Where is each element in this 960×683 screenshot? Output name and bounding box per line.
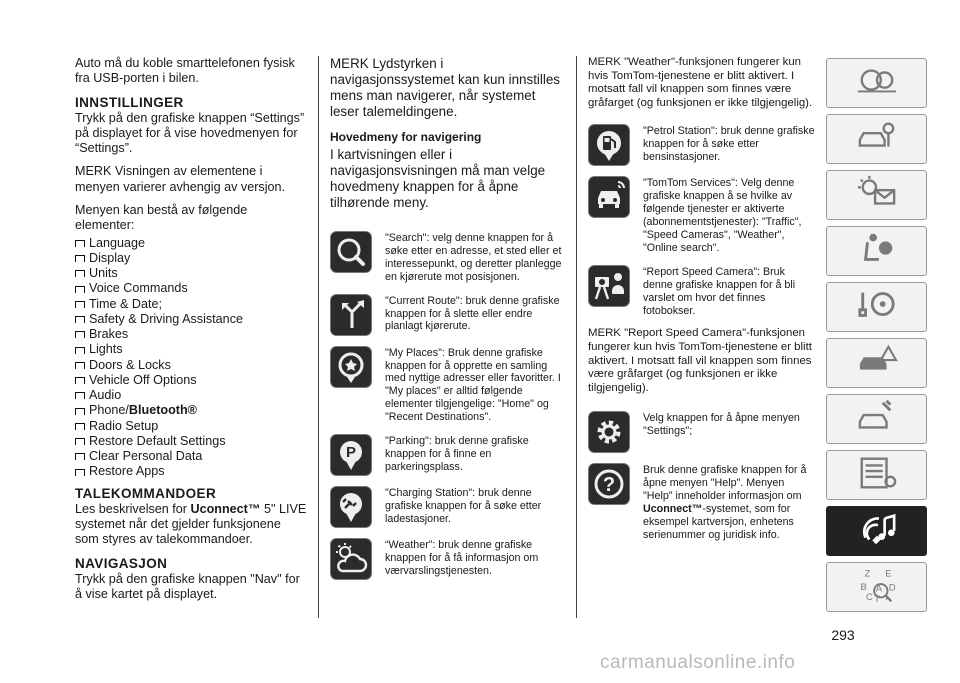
elements-intro: Menyen kan bestå av følgende elementer: [75, 203, 248, 233]
menu-button-description: "TomTom Services": Velg denne grafiske knappen å se hvilke av følgende tjenester er aktiverte (abonnementstjenester): "Traffic", "Speed Cameras", "Weather", "Online search". [643, 177, 802, 254]
heading-hovedmeny: Hovedmeny for navigering [330, 130, 482, 144]
bullet-icon [75, 453, 85, 460]
svg-text:?: ? [602, 474, 616, 497]
maintenance-car-icon [853, 397, 901, 442]
menu-list-item: Brakes [75, 327, 307, 342]
menu-list-item: Audio [75, 388, 307, 403]
innstillinger-text: Trykk på den grafiske knappen “Settings” på displayet for å vise hovedmenyen for “Settings”. [75, 110, 305, 156]
merk-speed-camera: MERK "Report Speed Camera"-funksjonen fungerer kun hvis TomTom-tjenestene er blitt aktivert. I motsatt fall vil knappen som finnes være gråfarget (og funksjonen er ikke tilgjengelig). [588, 327, 812, 394]
menu-list-item: Lights [75, 342, 307, 357]
multimedia-icon [853, 509, 901, 554]
merk-lydstyrke: MERK Lydstyrken i navigasjonssystemet kan kun innstilles mens man navigerer, når systemet leser talemeldingene. [330, 56, 560, 119]
bullet-icon [75, 438, 85, 445]
chapter-tab-technical-data[interactable] [826, 450, 927, 500]
menu-button-description: "Parking": bruk denne grafiske knappen for å finne en parkeringsplass. [385, 435, 529, 473]
menu-button-description: "Petrol Station": bruk denne grafiske knappen for å søke etter bensinstasjoner. [643, 125, 815, 164]
bullet-icon [75, 270, 85, 277]
menu-list-item: Language [75, 236, 307, 251]
menu-list-item: Voice Commands [75, 281, 307, 296]
nav-menu-items-2 [588, 124, 816, 317]
index-icon [853, 565, 901, 610]
chapter-tab-multimedia[interactable] [826, 506, 927, 556]
seat-airbag-icon [853, 229, 901, 274]
chapter-tab-maintenance-car[interactable] [826, 394, 927, 444]
index-letter: B [859, 581, 867, 593]
bullet-icon [75, 377, 85, 384]
menu-button-description: "My Places": Bruk denne grafiske knappen for å opprette en samling med nyttige adresser eller favoritter. I "My places" er alltid følgende elementer tilgjengelige: "Home" og "Recent Destinations". [385, 346, 561, 424]
column-3 [588, 56, 816, 552]
dashboard-icon [853, 61, 901, 106]
tomtom-services-icon [588, 176, 630, 218]
chapter-tab-car-key[interactable] [826, 114, 927, 164]
menu-list-item: Time & Date; [75, 297, 307, 312]
weather-icon [330, 538, 372, 580]
car-key-icon [853, 117, 901, 162]
svg-text:P: P [345, 444, 357, 462]
bullet-icon [75, 362, 85, 369]
steering-wheel-icon [853, 285, 901, 330]
menu-list-item: Display [75, 251, 307, 266]
watermark: carmanualsonline.info [600, 652, 796, 673]
index-letter: C [865, 591, 873, 603]
bullet-icon [75, 469, 85, 476]
bullet-icon [75, 392, 85, 399]
index-letter: E [884, 567, 892, 579]
petrol-station-icon [588, 124, 630, 166]
chapter-tab-warning-lights[interactable] [826, 170, 927, 220]
menu-button-row [330, 346, 562, 424]
index-letter: D [888, 582, 896, 594]
charging-station-icon [330, 486, 372, 528]
menu-button-description: "Search": velg denne knappen for å søke etter en adresse, et sted eller et interessepunkt, og deretter planlegge en kjørerute mot posisjonen. [385, 232, 562, 283]
help-text: Bruk denne grafiske knappen for å åpne menyen "Help". Menyen "Help" inneholder informasjon om Uconnect™-systemet, som for eksempel kartversjon, enhetens serienummer og juridisk info. [643, 464, 807, 541]
bullet-icon [75, 423, 85, 430]
search-icon [330, 231, 372, 273]
page-number: 293 [831, 627, 855, 643]
menu-list-item: Radio Setup [75, 419, 307, 434]
chapter-tab-steering-wheel[interactable] [826, 282, 927, 332]
heading-innstillinger: INNSTILLINGER [75, 94, 184, 110]
column-divider [318, 56, 319, 618]
navigasjon-text: Trykk på den grafiske knappen "Nav" for å vise kartet på displayet. [75, 571, 300, 601]
column-1 [75, 56, 307, 610]
breakdown-car-icon [853, 341, 901, 386]
settings-text: Velg knappen for å åpne menyen "Settings"; [643, 412, 800, 438]
help-row [588, 463, 816, 541]
chapter-tab-seat-airbag[interactable] [826, 226, 927, 276]
parking-icon [330, 434, 372, 476]
bullet-icon [75, 286, 85, 293]
menu-button-row [330, 538, 562, 580]
speed-camera-icon [588, 265, 630, 307]
menu-list-item: Restore Default Settings [75, 434, 307, 449]
menu-list-item: Phone/ Bluetooth® [75, 403, 307, 418]
bullet-icon [75, 316, 85, 323]
index-letter: Z [864, 567, 870, 579]
heading-navigasjon: NAVIGASJON [75, 555, 168, 571]
index-letter: I [884, 591, 888, 603]
menu-list-item: Doors & Locks [75, 358, 307, 373]
settings-icon [588, 411, 630, 453]
merk-weather: MERK "Weather"-funksjonen fungerer kun hvis TomTom-tjenestene er blitt aktivert. I motsatt fall vil knappen som finnes være gråfarget (og funksjonen er ikke tilgjengelig). [588, 56, 813, 109]
bullet-icon [75, 240, 85, 247]
menu-button-description: “Weather”: bruk denne grafiske knappen for å få informasjon om værvarslingstjenesten. [385, 539, 539, 577]
chapter-tabs [826, 58, 927, 618]
heading-talekommandoer: TALEKOMMANDOER [75, 485, 217, 501]
settings-row [588, 411, 816, 453]
chapter-tab-dashboard[interactable] [826, 58, 927, 108]
nav-menu-items [330, 231, 562, 580]
menu-button-description: "Charging Station": bruk denne grafiske knappen for å søke etter ladestasjoner. [385, 487, 542, 525]
menu-button-description: “Report Speed Camera”: Bruk denne grafiske knappen for å bli varslet om hvor det finnes fotobokser. [643, 265, 796, 317]
menu-button-row [330, 294, 562, 336]
column-divider [576, 56, 577, 618]
merk-visning: MERK Visningen av elementene i menyen varierer avhengig av versjon. [75, 164, 286, 194]
my-places-icon [330, 346, 372, 388]
menu-button-row [588, 265, 816, 318]
menu-list-item: Vehicle Off Options [75, 373, 307, 388]
intro-text: Auto må du koble smarttelefonen fysisk fra USB-porten i bilen. [75, 56, 295, 86]
menu-list-item: Safety & Driving Assistance [75, 312, 307, 327]
column-2 [330, 56, 562, 590]
settings-menu-list [75, 236, 307, 480]
current-route-icon [330, 294, 372, 336]
talekommandoer-text: Les beskrivelsen for Uconnect™ 5" LIVE systemet når det gjelder funksjonene som styres av talekommandoer. [75, 501, 307, 547]
index-letter: T [873, 593, 880, 605]
chapter-tab-breakdown-car[interactable] [826, 338, 927, 388]
menu-button-row [330, 231, 562, 284]
bullet-icon [75, 408, 85, 415]
menu-list-item: Restore Apps [75, 464, 307, 479]
warning-lights-icon [853, 173, 901, 218]
help-icon [588, 463, 630, 505]
index-letter: A [875, 583, 882, 595]
menu-list-item: Clear Personal Data [75, 449, 307, 464]
menu-button-row [588, 176, 816, 254]
bullet-icon [75, 347, 85, 354]
menu-button-description: "Current Route": bruk denne grafiske knappen for å slette eller endre planlagt kjørerute. [385, 294, 560, 333]
bullet-icon [75, 301, 85, 308]
menu-button-row [330, 434, 562, 476]
menu-list-item: Units [75, 266, 307, 281]
menu-button-row [588, 124, 816, 166]
chapter-tab-index[interactable] [826, 562, 927, 612]
hovedmeny-intro: I kartvisningen eller i navigasjonsvisningen må man velge hovedmeny knappen for å åpne tilhørende meny. [330, 147, 546, 210]
bullet-icon [75, 331, 85, 338]
bullet-icon [75, 255, 85, 262]
menu-button-row [330, 486, 562, 528]
technical-data-icon [853, 453, 901, 498]
